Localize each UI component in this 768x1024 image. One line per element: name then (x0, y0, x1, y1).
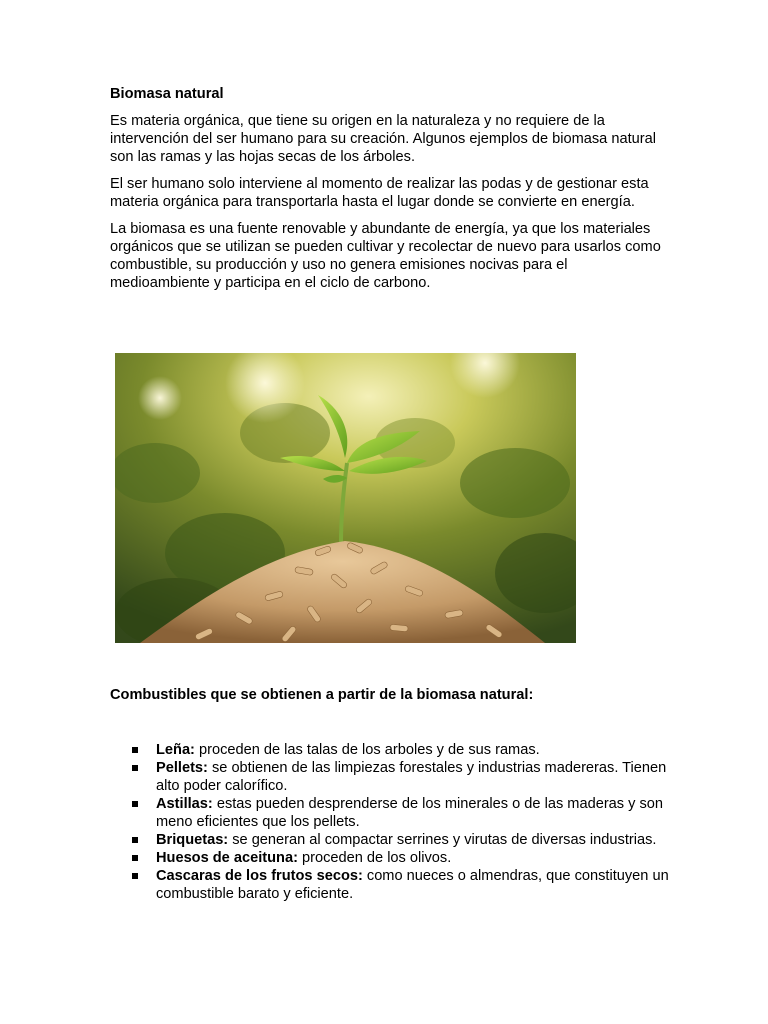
list-item (110, 831, 670, 849)
list-item (110, 795, 670, 831)
list-item (110, 741, 670, 759)
section-heading: Combustibles que se obtienen a partir de la biomasa natural: (110, 687, 534, 703)
fuel-term: Pellets: (156, 760, 208, 776)
bullet-icon (132, 765, 138, 771)
fuel-description: estas pueden desprenderse de los minerales o de las maderas y son meno eficientes que los pellets. (156, 796, 664, 830)
fuel-description: se generan al compactar serrines y virutas de diversas industrias. (228, 832, 657, 848)
list-item (110, 849, 670, 867)
bullet-icon (132, 801, 138, 807)
bullet-icon (132, 873, 138, 879)
fuel-description: proceden de los olivos. (297, 850, 452, 866)
page-title: Biomasa natural (110, 86, 224, 102)
list-item (110, 867, 670, 903)
bullet-icon (132, 855, 138, 861)
fuel-term: Huesos de aceituna: (156, 850, 298, 866)
fuel-term: Astillas: (156, 796, 213, 812)
seedling-pellets-photo (115, 353, 576, 643)
fuel-list (110, 741, 670, 903)
fuel-description: como nueces o almendras, que constituyen un combustible barato y eficiente. (156, 868, 669, 902)
fuel-term: Leña: (156, 742, 195, 758)
photo-illustration (115, 353, 576, 643)
fuel-description: se obtienen de las limpiezas forestales y industrias madereras. Tienen alto poder calorífico. (156, 760, 667, 794)
bullet-icon (132, 747, 138, 753)
fuel-term: Cascaras de los frutos secos: (156, 868, 363, 884)
paragraph-2: El ser humano solo interviene al momento de realizar las podas y de gestionar esta materia orgánica para transportarla hasta el lugar donde se convierte en energía. (110, 176, 649, 210)
fuel-term: Briquetas: (156, 832, 229, 848)
bullet-icon (132, 837, 138, 843)
paragraph-1: Es materia orgánica, que tiene su origen en la naturaleza y no requiere de la intervención del ser humano para su creación. Algunos ejemplos de biomasa natural son las ramas y las hojas secas de los árboles. (110, 113, 656, 165)
list-item (110, 759, 670, 795)
fuel-description: proceden de las talas de los arboles y de sus ramas. (194, 742, 540, 758)
paragraph-3: La biomasa es una fuente renovable y abundante de energía, ya que los materiales orgánicos que se utilizan se pueden cultivar y recolectar de nuevo para usarlos como combustible, su producción y uso no genera emisiones nocivas para el medioambiente y participa en el ciclo de carbono. (110, 221, 661, 291)
fuels-section (110, 686, 670, 704)
intro-section (110, 85, 670, 301)
